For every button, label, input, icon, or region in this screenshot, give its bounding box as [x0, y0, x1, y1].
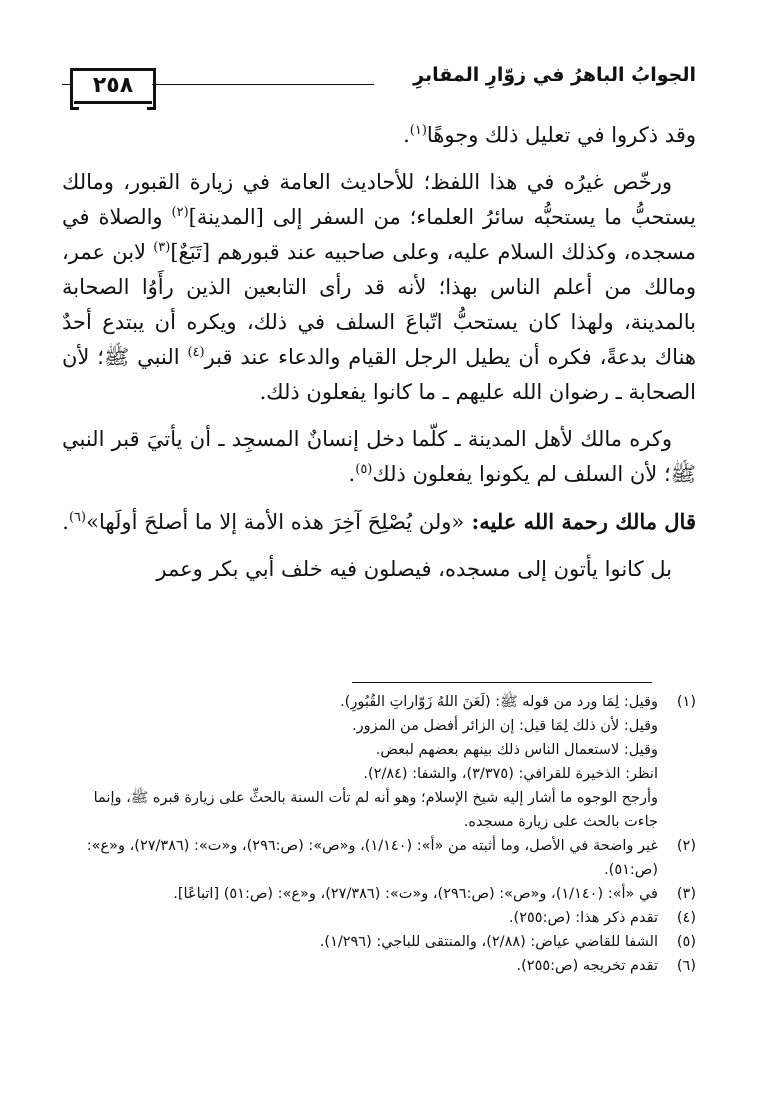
footnote-number: (٣) [676, 886, 696, 902]
header-rule [152, 84, 374, 85]
footnote-separator [352, 682, 652, 683]
footnote-number: (٥) [676, 934, 696, 950]
quote-speaker: قال مالك رحمة الله عليه: [464, 509, 696, 534]
paragraph-4: قال مالك رحمة الله عليه: «ولن يُصْلِحَ آخِرَ هذه الأمة إلا ما أصلحَ أولَها»$^{(٦)}$. [62, 509, 696, 534]
footnote-4: (٤) تقدم ذكر هذا: (ص:٢٥٥). [62, 906, 696, 930]
footnote-6: (٦) تقدم تخريجه (ص:٢٥٥). [62, 954, 696, 978]
footnote-ref[interactable]: (٢) [171, 205, 189, 220]
footnote-ref[interactable]: (٣) [153, 240, 171, 255]
page-header [62, 58, 696, 106]
paragraph-3: وكره مالك لأهل المدينة ـ كلّما دخل إنسانٌ المسجِد ـ أن يأتيَ قبر النبي ﷺ؛ لأن السلف لم يكونوا يفعلون ذلك$^{(٥)}$. [62, 427, 696, 486]
main-text [62, 118, 696, 599]
footnote-number: (٢) [676, 838, 696, 854]
footnote-1: (١) وقيل: لِمَا ورد من قوله ﷺ: (لَعَنَ اللهُ زَوّاراتِ القُبُورِ). وقيل: لأن ذلك لِمَا قيل: إن الزائر أفضل من المزور. وقيل: لاستعمال الناس ذلك بينهم بعضهم لبعض. انظر: الذخيرة للقرافي: (٣/٣٧٥)، والشفا: (٢/٨٤). وأرجح الوجوه ما أشار إليه شيخ الإسلام؛ وهو أنه لم تأت السنة بالحثِّ على زيارة قبره ﷺ، وإنما جاءت بالحث على زيارة مسجده. [62, 690, 696, 834]
paragraph-1: وقد ذكروا في تعليل ذلك وجوهًا$^{(١)}$. [403, 123, 696, 147]
footnote-2: (٢) غير واضحة في الأصل، وما أثبته من «أ»: (١/١٤٠)، و«ص»: (ص:٢٩٦)، و«ت»: (٢٧/٣٨٦)، و«ع»: (ص:٥١). [62, 834, 696, 882]
footnote-number: (١) [676, 694, 696, 710]
running-title: الجوابُ الباهرُ في زوّارِ المقابرِ [413, 64, 696, 86]
paragraph-5: بل كانوا يأتون إلى مسجده، فيصلون فيه خلف أبي بكر وعمر [156, 557, 672, 581]
header-rule-left [62, 84, 72, 85]
footnote-ref[interactable]: (١) [409, 123, 427, 138]
footnote-ref[interactable]: (٥) [355, 462, 373, 477]
paragraph-2: ورخّص غيرُه في هذا اللفظ؛ للأحاديث العامة في زيارة القبور، ومالك يستحبُّ ما يستحبُّه سائرُ العلماء؛ من السفر إلى [المدينة]$^{(٢)}$ والصلاة في مسجده، وكذلك السلام عليه، وعلى صاحبيه عند قبورهم [تَبَعٌ]$^{(٣)}$ لابن عمر، ومالك من أعلم الناس بهذا؛ لأنه قد رأى التابعين الذين رأَوُا الصحابة بالمدينة، ولهذا كان يستحبُّ اتّباعَ السلف في ذلك، ويكره أن يبتدع أحدٌ هناك بدعةً، فكره أن يطيل الرجل القيام والدعاء عند قبر$^{(٤)}$ النبي ﷺ؛ لأن الصحابة ـ رضوان الله عليهم ـ ما كانوا يفعلون ذلك. [62, 170, 696, 404]
footnote-number: (٦) [676, 958, 696, 974]
footnote-3: (٣) في «أ»: (١/١٤٠)، و«ص»: (ص:٢٩٦)، و«ت»: (٢٧/٣٨٦)، و«ع»: (ص:٥١) [اتباعًا]. [62, 882, 696, 906]
footnote-ref[interactable]: (٤) [187, 345, 205, 360]
footnotes [62, 690, 696, 978]
footnote-ref[interactable]: (٦) [68, 510, 87, 525]
footnote-number: (٤) [676, 910, 696, 926]
footnote-5: (٥) الشفا للقاضي عياض: (٢/٨٨)، والمنتقى للباجي: (١/٢٩٦). [62, 930, 696, 954]
page-number: ٢٥٨ [74, 68, 152, 104]
